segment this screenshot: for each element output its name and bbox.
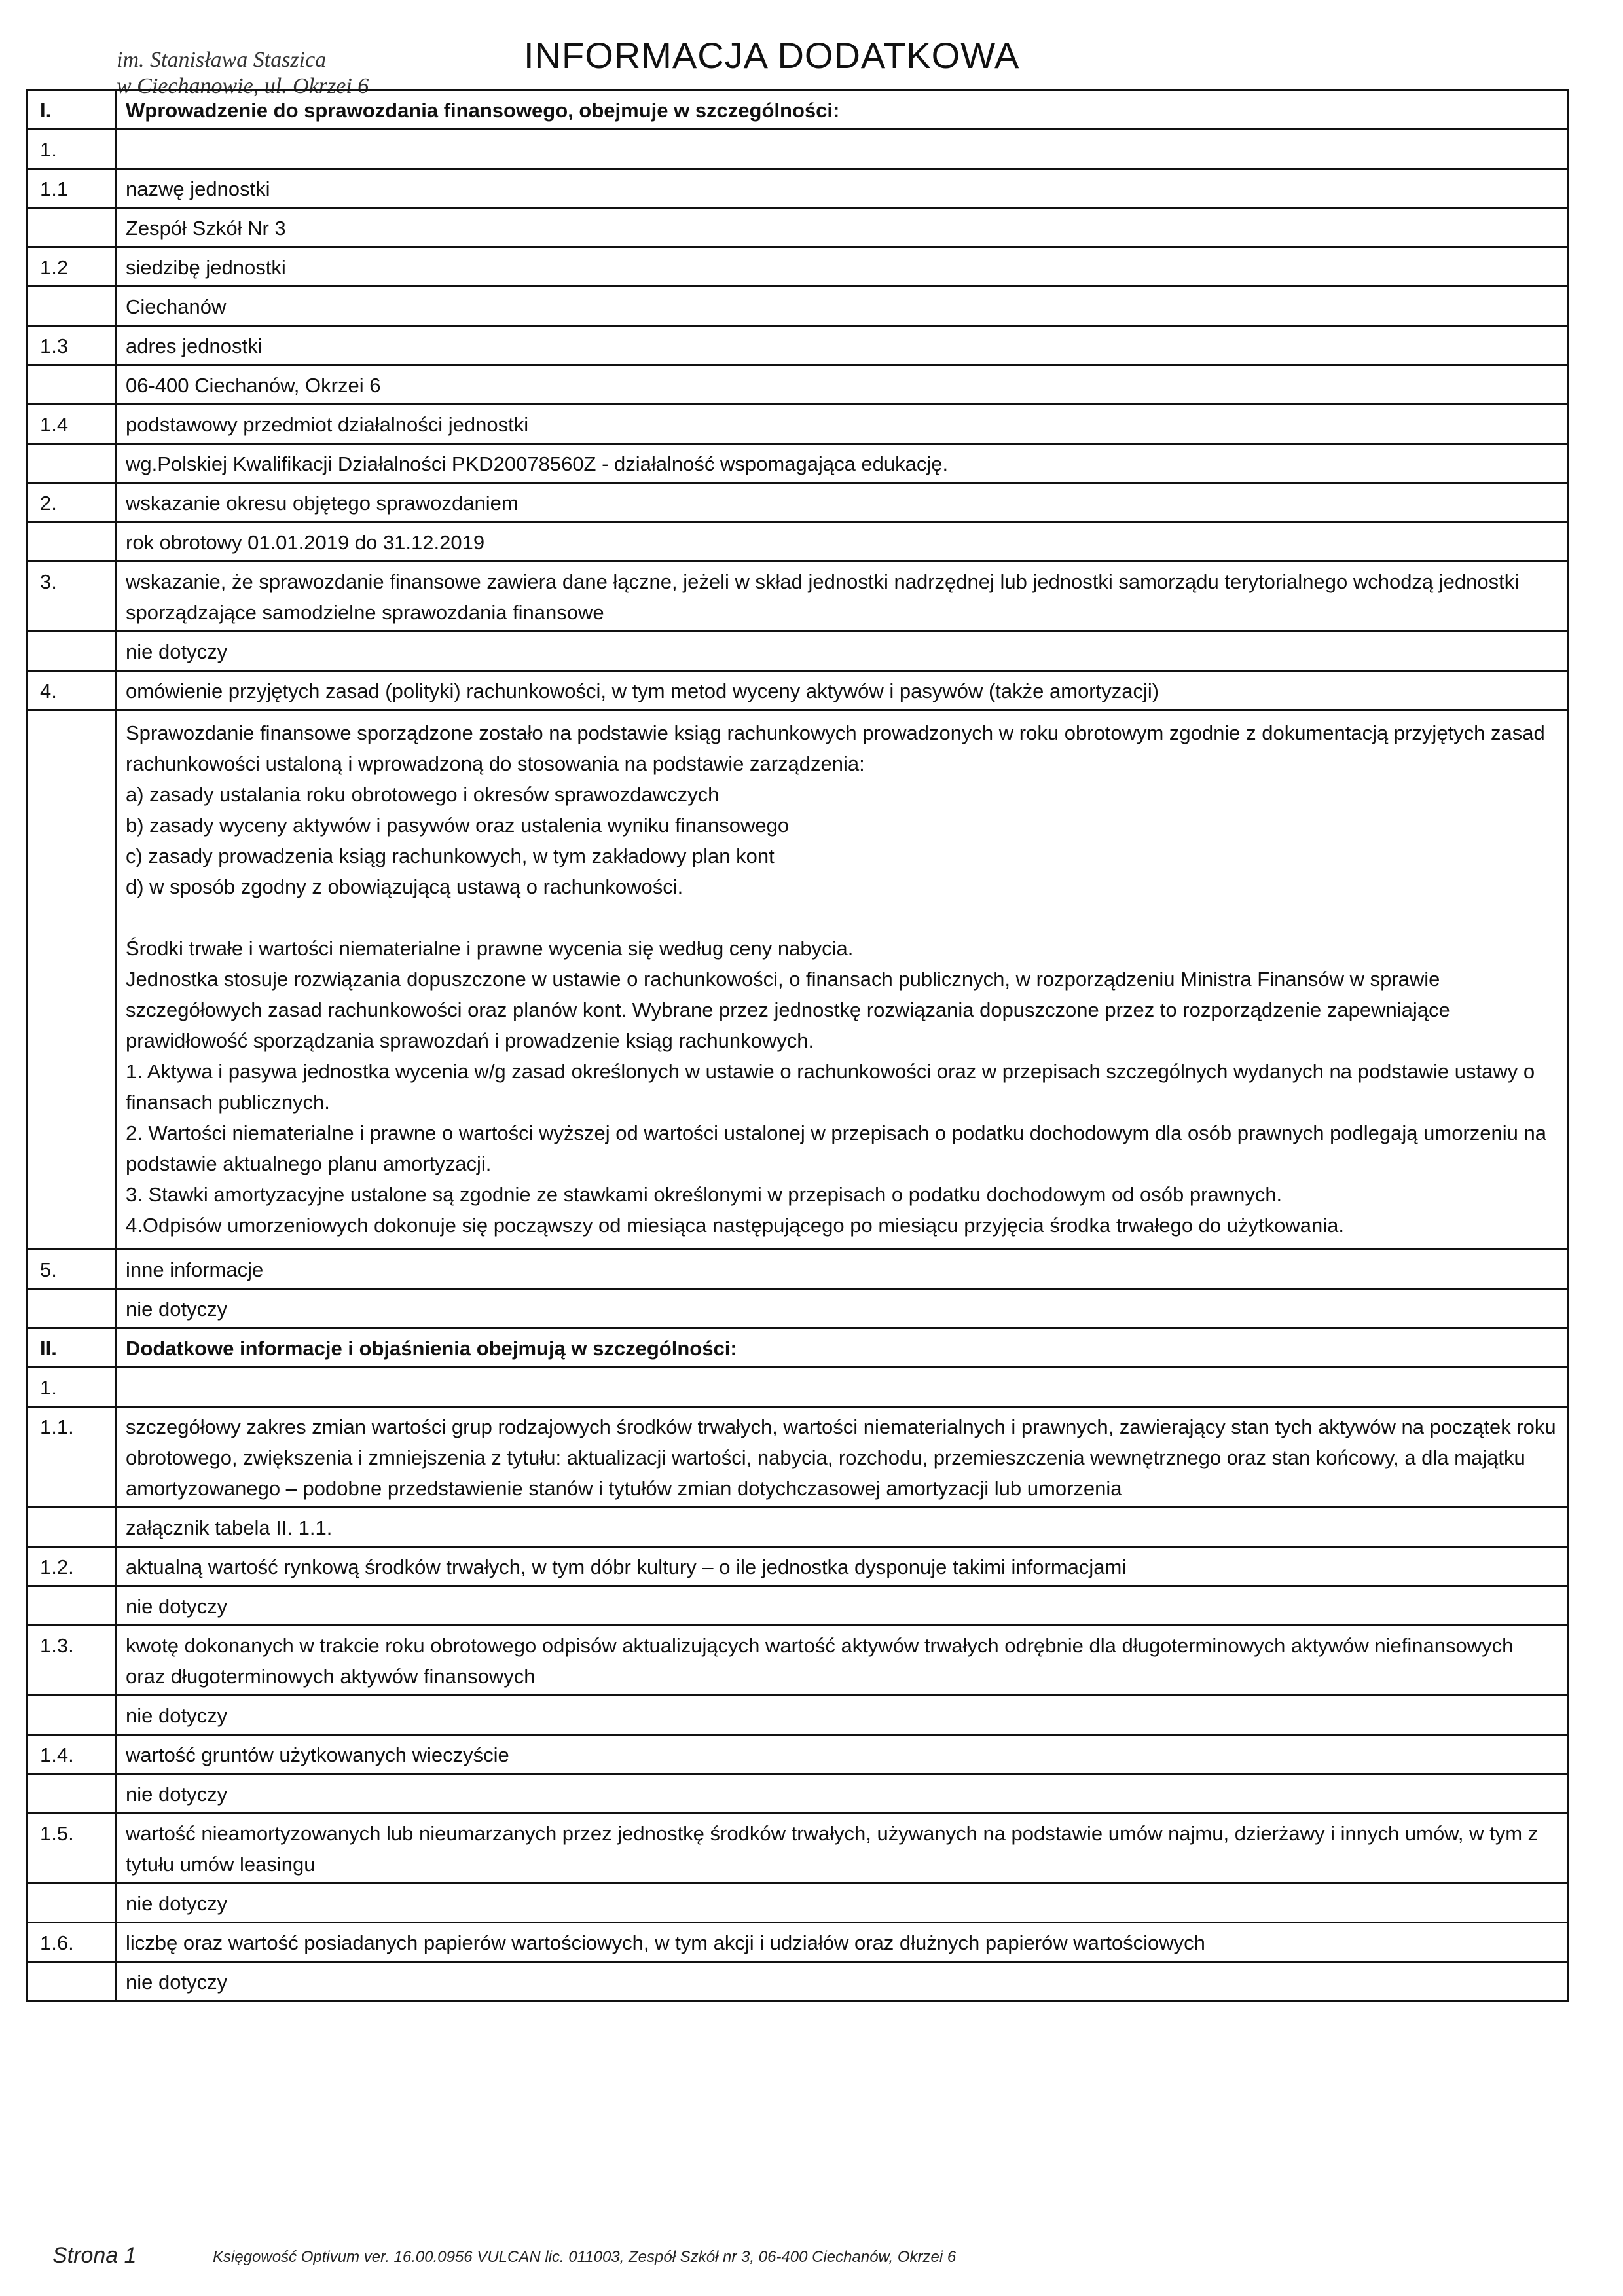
row-number: 4.	[27, 671, 116, 710]
row-text: nie dotyczy	[116, 1586, 1568, 1626]
table-row	[27, 1962, 1568, 2001]
row-text: Ciechanów	[116, 287, 1568, 326]
row-number	[27, 365, 116, 405]
policy-paragraph: 4.Odpisów umorzeniowych dokonuje się począwszy od miesiąca następującego po miesiącu przyjęcia środka trwałego do użytkowania.	[126, 1214, 1344, 1237]
page-number: Strona 1	[52, 2243, 137, 2268]
policy-paragraph: 1. Aktywa i pasywa jednostka wycenia w/g zasad określonych w ustawie o rachunkowości oraz w przepisach szczególnych wydanych na podstawie ustawy o finansach publicznych.	[126, 1060, 1535, 1114]
accounting-policy-text	[116, 710, 1568, 1250]
row-text: nie dotyczy	[116, 1696, 1568, 1735]
table-row	[27, 287, 1568, 326]
row-text	[116, 130, 1568, 169]
table-row	[27, 365, 1568, 405]
table-row	[27, 1586, 1568, 1626]
row-text: wartość gruntów użytkowanych wieczyście	[116, 1735, 1568, 1774]
row-number: 1.4	[27, 405, 116, 444]
row-number: 1.4.	[27, 1735, 116, 1774]
software-footer: Księgowość Optivum ver. 16.00.0956 VULCAN lic. 011003, Zespół Szkół nr 3, 06-400 Ciechanów, Okrzei 6	[213, 2248, 957, 2266]
row-text: nie dotyczy	[116, 632, 1568, 671]
table-row	[27, 483, 1568, 522]
table-row	[27, 1368, 1568, 1407]
row-text: kwotę dokonanych w trakcie roku obrotowego odpisów aktualizujących wartość aktywów trwałych odrębnie dla długoterminowych aktywów niefinansowych oraz długoterminowych aktywów finansowych	[116, 1626, 1568, 1696]
row-text	[116, 1368, 1568, 1407]
row-text: aktualną wartość rynkową środków trwałych, w tym dóbr kultury – o ile jednostka dysponuje takimi informacjami	[116, 1547, 1568, 1586]
row-text: Zespół Szkół Nr 3	[116, 208, 1568, 247]
table-row	[27, 1407, 1568, 1508]
row-number	[27, 1962, 116, 2001]
table-row	[27, 1813, 1568, 1884]
policy-paragraph: a) zasady ustalania roku obrotowego i okresów sprawozdawczych	[126, 783, 720, 806]
row-number	[27, 1884, 116, 1923]
table-row	[27, 1884, 1568, 1923]
row-number: 1.5.	[27, 1813, 116, 1884]
row-text: nie dotyczy	[116, 1289, 1568, 1328]
policy-paragraph: Jednostka stosuje rozwiązania dopuszczone w ustawie o rachunkowości, o finansach publicznych, w rozporządzeniu Ministra Finansów w sprawie szczegółowych zasad rachunkowości oraz planów kont. Wybrane przez jednostkę rozwiązania dopuszczone przez to rozporządzenie zapewniające prawidłowość sporządzania sprawozdań i prowadzenie ksiąg rachunkowych.	[126, 968, 1450, 1052]
row-number	[27, 444, 116, 483]
row-number: 1.	[27, 1368, 116, 1407]
table-row	[27, 1696, 1568, 1735]
row-number	[27, 632, 116, 671]
row-text: inne informacje	[116, 1250, 1568, 1289]
row-number	[27, 287, 116, 326]
policy-paragraph: 2. Wartości niematerialne i prawne o wartości wyższej od wartości ustalonej w przepisach o podatku dochodowym dla osób prawnych podlegają umorzeniu na podstawie aktualnego planu amortyzacji.	[126, 1121, 1546, 1175]
row-number: 2.	[27, 483, 116, 522]
row-text: załącznik tabela II. 1.1.	[116, 1508, 1568, 1547]
row-text: rok obrotowy 01.01.2019 do 31.12.2019	[116, 522, 1568, 562]
row-text: wg.Polskiej Kwalifikacji Działalności PKD20078560Z - działalność wspomagająca edukację.	[116, 444, 1568, 483]
policy-paragraph: b) zasady wyceny aktywów i pasywów oraz ustalenia wyniku finansowego	[126, 814, 790, 837]
table-row	[27, 562, 1568, 632]
row-number: 1.3	[27, 326, 116, 365]
row-number: 1.	[27, 130, 116, 169]
row-number: 3.	[27, 562, 116, 632]
row-text: Dodatkowe informacje i objaśnienia obejmują w szczególności:	[116, 1328, 1568, 1368]
policy-paragraph	[126, 902, 1558, 933]
row-text: nie dotyczy	[116, 1774, 1568, 1813]
row-text: nie dotyczy	[116, 1962, 1568, 2001]
policy-paragraph: 3. Stawki amortyzacyjne ustalone są zgodnie ze stawkami określonymi w przepisach o podatku dochodowym od osób prawnych.	[126, 1183, 1283, 1206]
row-text: Wprowadzenie do sprawozdania finansowego, obejmuje w szczególności:	[116, 90, 1568, 130]
page-title: INFORMACJA DODATKOWA	[524, 35, 1020, 76]
table-row	[27, 444, 1568, 483]
row-text: siedzibę jednostki	[116, 247, 1568, 287]
policy-paragraph: c) zasady prowadzenia ksiąg rachunkowych, w tym zakładowy plan kont	[126, 845, 775, 867]
row-number: 1.3.	[27, 1626, 116, 1696]
row-number	[27, 522, 116, 562]
table-row	[27, 1508, 1568, 1547]
row-text: adres jednostki	[116, 326, 1568, 365]
table-row	[27, 208, 1568, 247]
table-row	[27, 1923, 1568, 1962]
row-text: nazwę jednostki	[116, 169, 1568, 208]
row-number	[27, 1586, 116, 1626]
row-number: 1.2.	[27, 1547, 116, 1586]
policy-paragraph: d) w sposób zgodny z obowiązującą ustawą o rachunkowości.	[126, 875, 684, 898]
row-number	[27, 208, 116, 247]
stamp-line-1: im. Stanisława Staszica	[117, 48, 327, 72]
table-row	[27, 169, 1568, 208]
table-row	[27, 1289, 1568, 1328]
row-text: 06-400 Ciechanów, Okrzei 6	[116, 365, 1568, 405]
row-number	[27, 1774, 116, 1813]
policy-paragraph: Sprawozdanie finansowe sporządzone zostało na podstawie ksiąg rachunkowych prowadzonych w roku obrotowym zgodnie z dokumentacją przyjętych zasad rachunkowości ustaloną i wprowadzoną do stosowania na podstawie zarządzenia:	[126, 721, 1545, 775]
row-text: wskazanie, że sprawozdanie finansowe zawiera dane łączne, jeżeli w skład jednostki nadrzędnej lub jednostki samorządu terytorialnego wchodzą jednostki sporządzające samodzielne sprawozdania finansowe	[116, 562, 1568, 632]
row-number: II.	[27, 1328, 116, 1368]
table-row	[27, 710, 1568, 1250]
row-number: 1.2	[27, 247, 116, 287]
policy-paragraph: Środki trwałe i wartości niematerialne i prawne wycenia się według ceny nabycia.	[126, 937, 854, 960]
row-number	[27, 1696, 116, 1735]
row-number	[27, 1508, 116, 1547]
row-text: nie dotyczy	[116, 1884, 1568, 1923]
row-number	[27, 1289, 116, 1328]
row-text: wartość nieamortyzowanych lub nieumarzanych przez jednostkę środków trwałych, używanych na podstawie umów najmu, dzierżawy i innych umów, w tym z tytułu umów leasingu	[116, 1813, 1568, 1884]
row-text: szczegółowy zakres zmian wartości grup rodzajowych środków trwałych, wartości niematerialnych i prawnych, zawierający stan tych aktywów na początek roku obrotowego, zwiększenia i zmniejszenia z tytułu: aktualizacji wartości, nabycia, rozchodu, przemieszczenia wewnętrznego oraz stan końcowy, a dla majątku amortyzowanego – podobne przedstawienie stanów i tytułów zmian dotychczasowej amortyzacji lub umorzenia	[116, 1407, 1568, 1508]
table-row	[27, 1328, 1568, 1368]
table-row	[27, 1547, 1568, 1586]
stamp-line-2: w Ciechanowie, ul. Okrzei 6	[117, 74, 369, 98]
row-text: omówienie przyjętych zasad (polityki) rachunkowości, w tym metod wyceny aktywów i pasywów (także amortyzacji)	[116, 671, 1568, 710]
table-row	[27, 1735, 1568, 1774]
table-row	[27, 522, 1568, 562]
table-row	[27, 326, 1568, 365]
information-table	[26, 89, 1569, 2002]
table-row	[27, 671, 1568, 710]
row-number: I.	[27, 90, 116, 130]
table-row	[27, 1626, 1568, 1696]
row-number: 1.6.	[27, 1923, 116, 1962]
table-row	[27, 1250, 1568, 1289]
table-row	[27, 405, 1568, 444]
row-text: wskazanie okresu objętego sprawozdaniem	[116, 483, 1568, 522]
table-row	[27, 1774, 1568, 1813]
table-row	[27, 130, 1568, 169]
row-text: liczbę oraz wartość posiadanych papierów wartościowych, w tym akcji i udziałów oraz dłużnych papierów wartościowych	[116, 1923, 1568, 1962]
row-number: 1.1.	[27, 1407, 116, 1508]
table-row	[27, 90, 1568, 130]
row-text: podstawowy przedmiot działalności jednostki	[116, 405, 1568, 444]
table-row	[27, 632, 1568, 671]
row-number: 5.	[27, 1250, 116, 1289]
row-number: 1.1	[27, 169, 116, 208]
row-number	[27, 710, 116, 1250]
table-row	[27, 247, 1568, 287]
